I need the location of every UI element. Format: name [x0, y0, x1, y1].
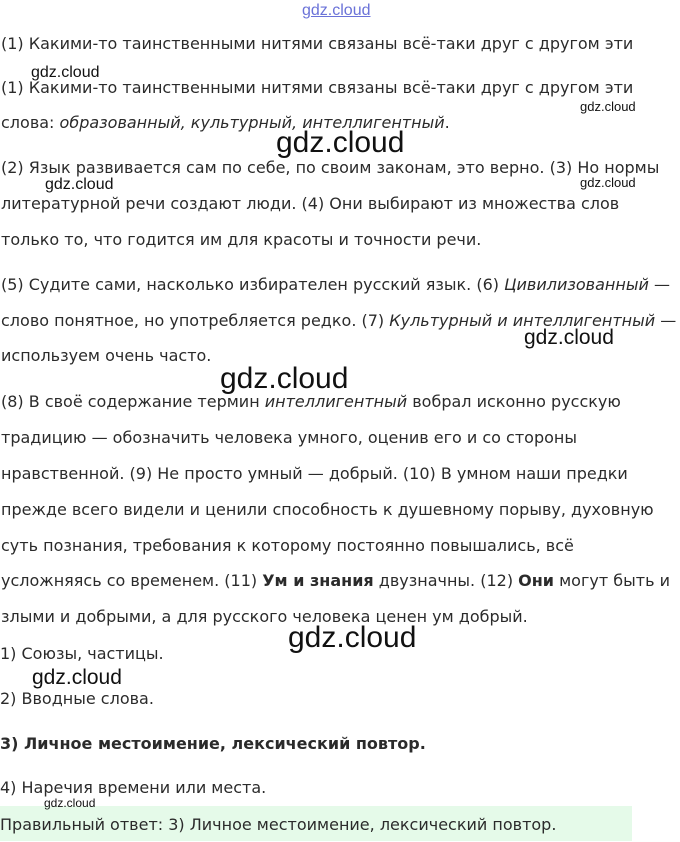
paragraph-4-line-5: суть познания, требования к которому постоянно повышались, всё — [1, 536, 574, 555]
text-run: могут быть и — [554, 571, 670, 590]
paragraph-4-line-2: традицию — обозначить человека умного, оценив его и со стороны — [1, 428, 577, 447]
intro-line: (1) Какими-то таинственными нитями связаны всё-таки друг с другом эти — [1, 34, 634, 53]
text-run: двузначны. (12) — [373, 571, 519, 590]
text-run: — — [655, 311, 677, 330]
paragraph-4-line-4: прежде всего видели и ценили способность к душевному порыву, духовную — [1, 500, 654, 519]
paragraph-3-line-2 — [1, 311, 676, 331]
text-run: (5) Судите сами, насколько избирателен русский язык. (6) — [1, 275, 505, 294]
watermark: gdz.cloud — [44, 796, 96, 810]
option-3-selected: 3) Личное местоимение, лексический повтор. — [0, 734, 426, 753]
watermark: gdz.cloud — [45, 176, 114, 193]
bold-term: Они — [518, 571, 555, 590]
bold-term: Ум и знания — [262, 571, 374, 590]
watermark-large: gdz.cloud — [220, 362, 349, 395]
watermark: gdz.cloud — [32, 666, 122, 689]
watermark: gdz.cloud — [580, 175, 636, 190]
paragraph-2-line-2: литературной речи создают люди. (4) Они выбирают из множества слов — [1, 194, 620, 213]
emphasized-terms: образованный, культурный, интеллигентный — [59, 113, 445, 132]
text-run: слова: — [1, 113, 60, 132]
paragraph-2-line-3: только то, что годится им для красоты и точности речи. — [1, 230, 482, 249]
text-run: (8) В своё содержание термин — [1, 392, 265, 411]
text-run: вобрал исконно русскую — [407, 392, 621, 411]
paragraph-4-line-3: нравственной. (9) Не просто умный — добрый. (10) В умном наши предки — [1, 464, 628, 483]
watermark: gdz.cloud — [31, 64, 100, 81]
text-run: . — [444, 113, 450, 132]
watermark: gdz.cloud — [580, 99, 636, 114]
watermark-large: gdz.cloud — [276, 126, 405, 159]
paragraph-3-line-3: используем очень часто. — [1, 346, 212, 365]
option-1: 1) Союзы, частицы. — [0, 644, 164, 663]
text-run: усложняясь со временем. (11) — [1, 571, 263, 590]
paragraph-3-line-1 — [1, 275, 670, 295]
option-2: 2) Вводные слова. — [0, 689, 154, 708]
paragraph-4-line-6 — [1, 571, 670, 591]
text-run: слово понятное, но употребляется редко. (7) — [1, 311, 390, 330]
paragraph-4-line-7: злыми и добрыми, а для русского человека ценен ум добрый. — [1, 607, 528, 626]
watermark-large: gdz.cloud — [288, 621, 417, 654]
option-4: 4) Наречия времени или места. — [0, 778, 267, 797]
emphasized-term: Культурный и интеллигентный — [389, 311, 656, 330]
paragraph-1-line-2 — [1, 113, 450, 133]
emphasized-term: Цивилизованный — [504, 275, 649, 294]
paragraph-2-line-1: (2) Язык развивается сам по себе, по своим законам, это верно. (3) Но нормы — [1, 158, 660, 177]
watermark: gdz.cloud — [524, 326, 614, 349]
correct-answer: Правильный ответ: 3) Личное местоимение, лексический повтор. — [0, 815, 557, 834]
paragraph-1-line-1: (1) Какими-то таинственными нитями связаны всё-таки друг с другом эти — [1, 78, 634, 97]
text-run: — — [648, 275, 670, 294]
paragraph-4-line-1 — [1, 392, 621, 412]
emphasized-term: интеллигентный — [264, 392, 408, 411]
watermark-top: gdz.cloud — [302, 2, 371, 19]
